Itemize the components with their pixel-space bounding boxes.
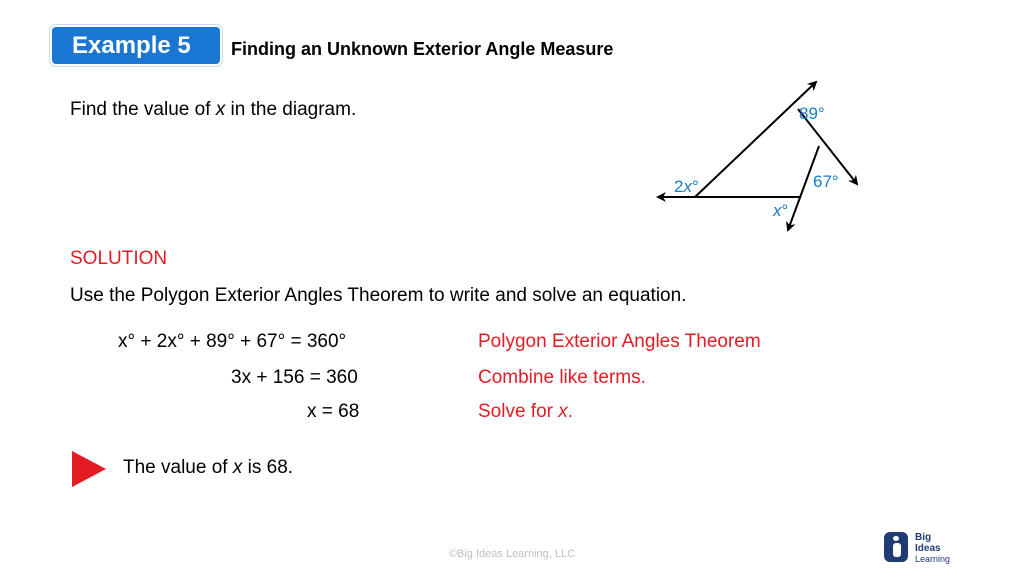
angle-label-top: 89° [799,104,825,123]
equation-step-2: 3x + 156 = 360 [231,367,358,388]
copyright-footer: ©Big Ideas Learning, LLC [448,548,576,560]
logo-word-2: Ideas [915,543,941,554]
ray-diagonal [695,82,816,197]
problem-prompt [70,99,356,121]
angle-label-right: 67° [813,172,839,191]
equation-step-3: x = 68 [307,401,360,422]
angle-label-left: 2x° [674,177,699,196]
example-badge [52,27,220,64]
prompt-text-after: in the diagram. [225,99,357,120]
logo-mark-icon [884,532,908,562]
logo-word-3: Learning [915,554,951,564]
page-title: Finding an Unknown Exterior Angle Measure [231,39,614,59]
answer-text: The value of x is 68. [123,457,294,478]
angle-label-bottom: x° [773,201,789,220]
reason-step-3: Solve for x. [478,401,574,422]
equation-step-1: x° + 2x° + 89° + 67° = 360° [118,331,347,352]
big-ideas-logo [884,532,964,564]
example-badge-label: Example 5 [72,32,191,59]
reason-step-2: Combine like terms. [478,367,646,388]
prompt-text-before: Find the value of [70,99,216,120]
solution-text: Use the Polygon Exterior Angles Theorem to write and solve an equation. [70,285,687,306]
exterior-angle-diagram [648,72,868,242]
prompt-variable: x [215,99,226,120]
answer-arrow-icon [72,451,106,487]
solution-heading: SOLUTION [70,248,168,269]
logo-word-1: Big [915,532,932,543]
reason-step-1: Polygon Exterior Angles Theorem [478,331,761,352]
